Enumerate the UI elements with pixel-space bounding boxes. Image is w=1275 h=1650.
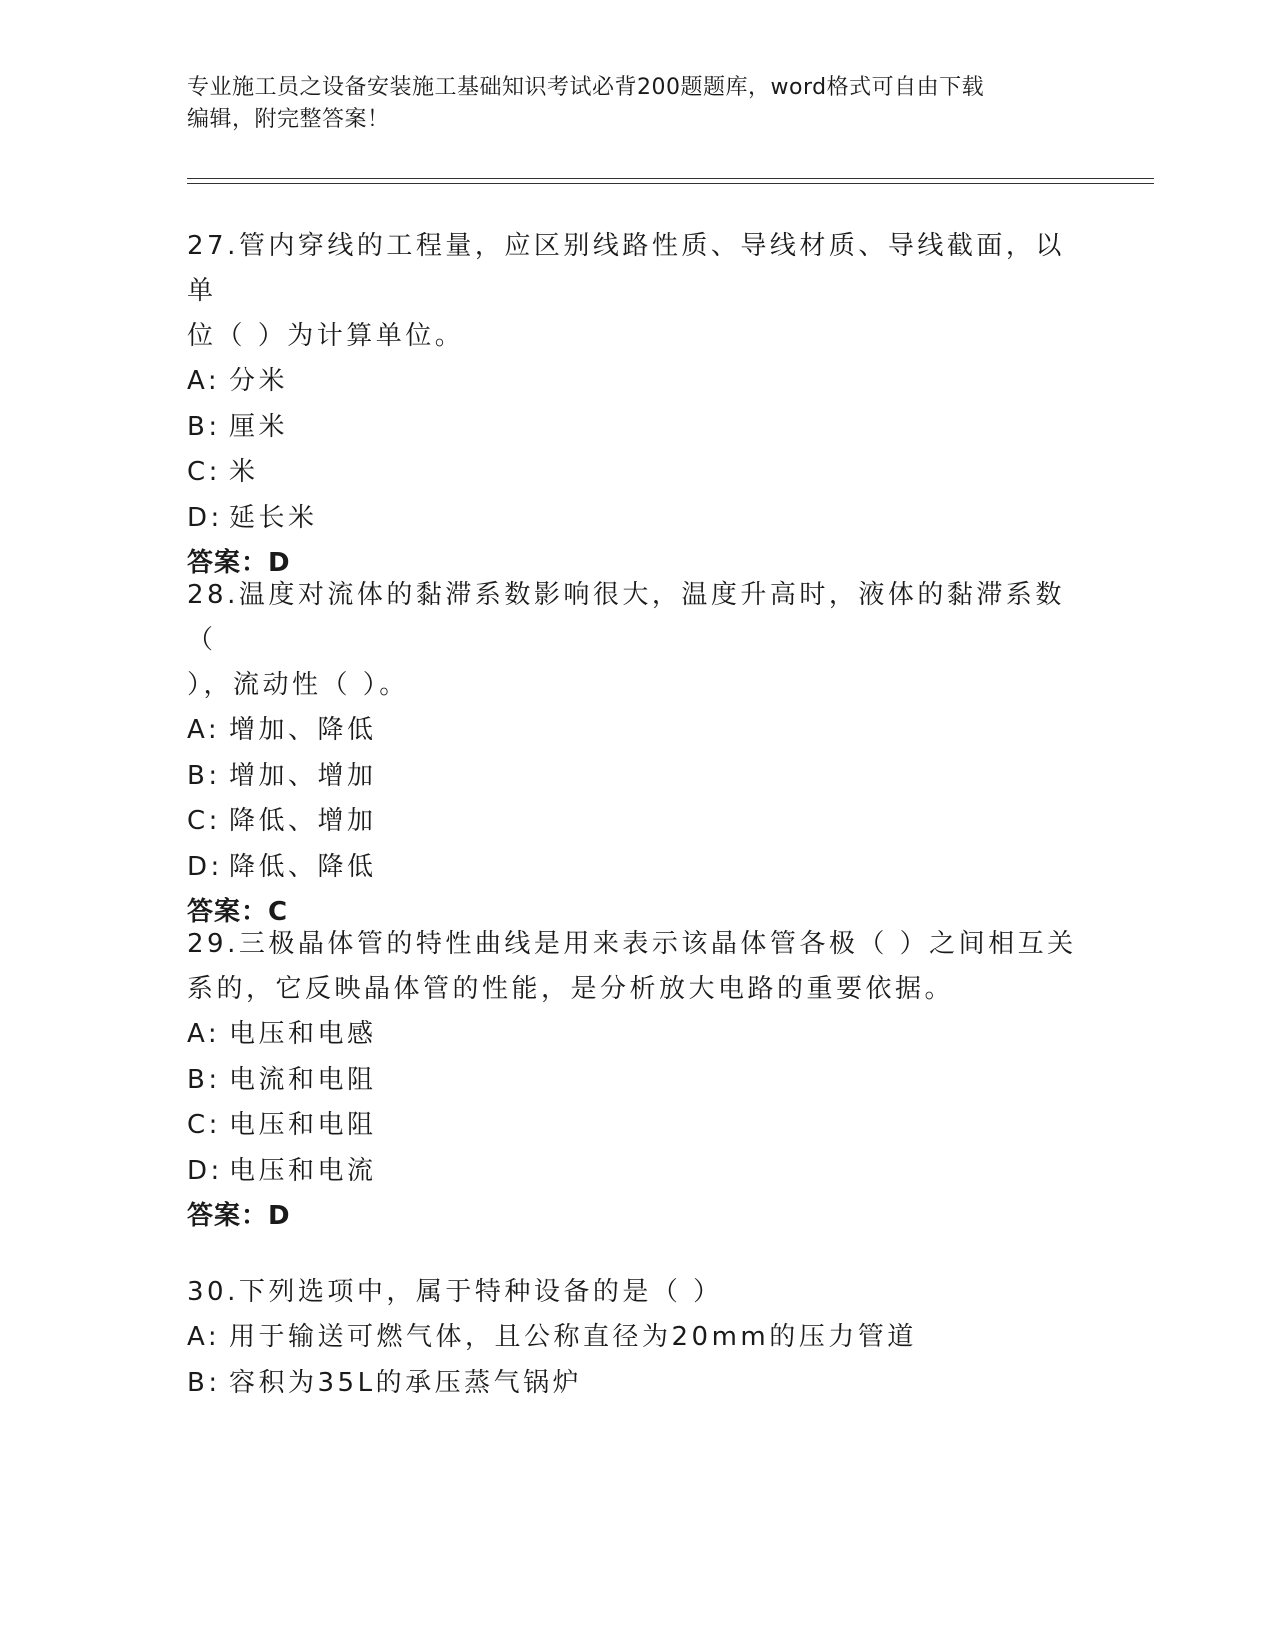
option-text: 分米 <box>229 366 289 396</box>
option-key: A: <box>187 366 221 396</box>
question-text-line-1: 28.温度对流体的黏滞系数影响很大，温度升高时，液体的黏滞系数（ <box>187 580 1065 655</box>
option-text: 增加、增加 <box>229 760 377 791</box>
option-key: A: <box>187 1322 221 1352</box>
option-c <box>187 450 1087 496</box>
option-text: 厘米 <box>229 411 289 442</box>
option-key: C: <box>187 457 221 487</box>
option-text: 降低、降低 <box>229 851 377 882</box>
option-c <box>187 1103 1087 1149</box>
option-text: 电压和电流 <box>229 1155 377 1186</box>
header-divider-top <box>187 178 1154 179</box>
answer: 答案：D <box>187 548 291 578</box>
option-text: 延长米 <box>229 502 318 533</box>
option-key: A: <box>187 715 221 745</box>
question-text-line-2: 位（ ）为计算单位。 <box>187 321 465 351</box>
option-text: 容积为35L的承压蒸气锅炉 <box>229 1367 583 1398</box>
option-text: 电压和电阻 <box>229 1110 377 1140</box>
question-27 <box>187 224 1087 587</box>
option-d <box>187 845 1087 891</box>
document-header <box>187 72 1087 136</box>
option-key: C: <box>187 1110 221 1140</box>
option-b <box>187 1361 1087 1407</box>
header-divider-bottom <box>187 183 1154 184</box>
option-text: 用于输送可燃气体，且公称直径为20mm的压力管道 <box>229 1322 917 1352</box>
option-b <box>187 405 1087 451</box>
option-d <box>187 496 1087 542</box>
option-a <box>187 359 1087 405</box>
option-key: B: <box>187 760 221 791</box>
option-b <box>187 754 1087 800</box>
option-key: C: <box>187 806 221 836</box>
option-key: B: <box>187 411 221 442</box>
option-key: B: <box>187 1367 221 1398</box>
option-key: B: <box>187 1064 221 1095</box>
option-text: 电流和电阻 <box>229 1064 377 1095</box>
option-a <box>187 1315 1087 1361</box>
option-text: 增加、降低 <box>229 715 377 745</box>
option-text: 降低、增加 <box>229 806 377 836</box>
header-line-1: 专业施工员之设备安装施工基础知识考试必背200题题库，word格式可自由下载 <box>187 75 985 100</box>
answer: 答案：C <box>187 897 289 927</box>
question-text-line-1: 27.管内穿线的工程量，应区别线路性质、导线材质、导线截面，以单 <box>187 231 1065 306</box>
answer: 答案：D <box>187 1201 291 1231</box>
option-text: 电压和电感 <box>229 1019 377 1049</box>
question-text-line-1: 30.下列选项中，属于特种设备的是（ ） <box>187 1277 723 1307</box>
question-text-line-1: 29.三极晶体管的特性曲线是用来表示该晶体管各极（ ）之间相互关 <box>187 929 1077 959</box>
question-29 <box>187 922 1087 1240</box>
option-key: D: <box>187 851 223 882</box>
question-text-line-2: ），流动性（ ）。 <box>187 670 409 700</box>
option-key: D: <box>187 1155 223 1186</box>
option-b <box>187 1058 1087 1104</box>
question-30 <box>187 1270 1087 1406</box>
option-key: A: <box>187 1019 221 1049</box>
question-28 <box>187 573 1087 936</box>
option-d <box>187 1149 1087 1195</box>
header-line-2: 编辑，附完整答案！ <box>187 107 390 132</box>
option-text: 米 <box>229 457 259 487</box>
option-a <box>187 708 1087 754</box>
option-key: D: <box>187 502 223 533</box>
question-text-line-2: 系的，它反映晶体管的性能，是分析放大电路的重要依据。 <box>187 974 955 1004</box>
option-a <box>187 1012 1087 1058</box>
option-c <box>187 799 1087 845</box>
